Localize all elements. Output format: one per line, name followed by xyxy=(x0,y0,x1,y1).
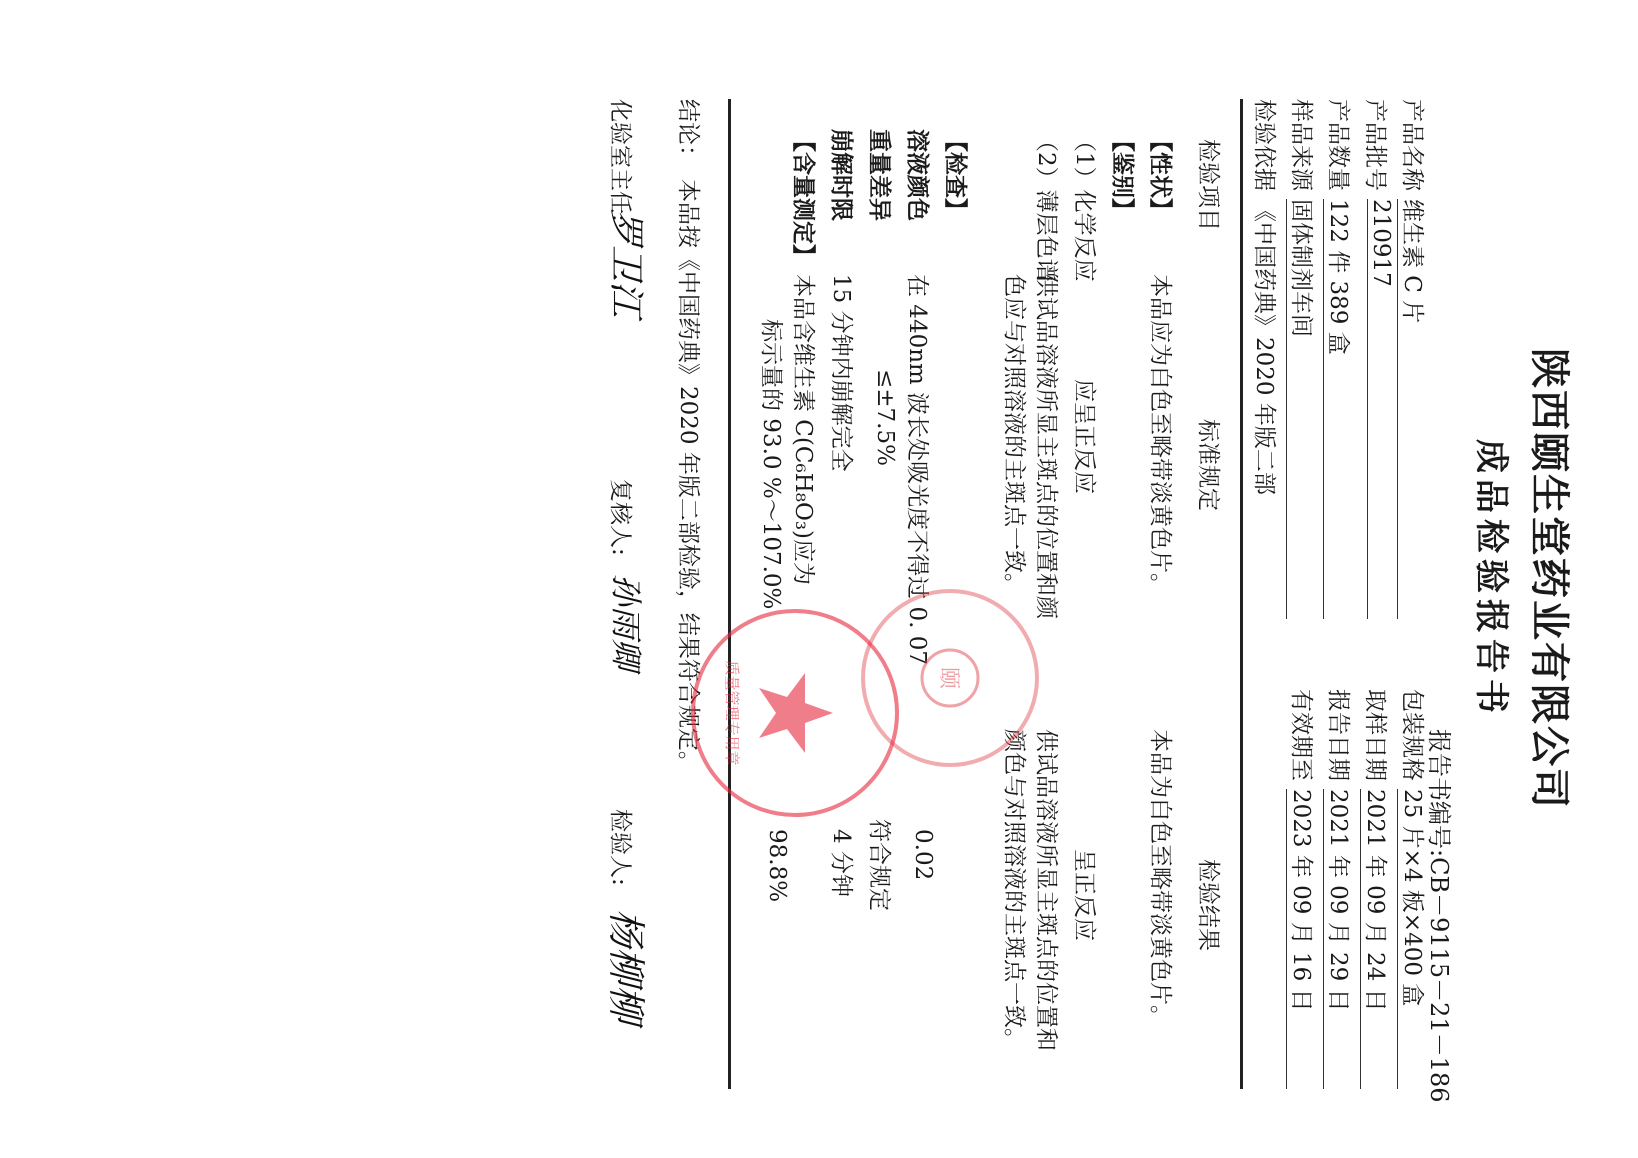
col-standard-header: 标准规定 xyxy=(1195,419,1221,511)
report-title: 成品检验报告书 xyxy=(1471,439,1511,719)
lab-director-signature: 罗卫江 xyxy=(605,209,646,318)
solution-color-label: 溶液颜色 xyxy=(904,129,931,221)
conclusion-text: 本品按《中国药典》2020 年版二部检验，结果符合规定。 xyxy=(675,179,701,774)
section-character: 【性状】 xyxy=(1147,129,1174,221)
tlc-label: （2）薄层色谱 xyxy=(1033,129,1059,282)
svg-text:质量管理专用章: 质量管理专用章 xyxy=(723,660,741,766)
weight-variation-standard: ≤±7.5% xyxy=(872,369,898,466)
report-number-value: CB－9115－21－186 xyxy=(1425,857,1453,1103)
report-date-value: 2021 年 09 月 29 日 xyxy=(1323,789,1357,1089)
report-date-label: 报告日期 xyxy=(1325,689,1351,781)
inspector-label: 检验人: xyxy=(607,809,633,886)
lab-director-label: 化验室主任: xyxy=(607,99,633,222)
assay-standard-line2: 标示量的 93.0 %～107.0% xyxy=(758,319,784,610)
chem-reaction-label: （1）化学反应 xyxy=(1071,129,1097,282)
product-name-value: 维生素 C 片 xyxy=(1397,199,1431,619)
chem-reaction-result: 呈正反应 xyxy=(1071,849,1097,941)
company-name: 陕西颐生堂药业有限公司 xyxy=(1526,348,1573,810)
batch-label: 产品批号 xyxy=(1362,99,1388,191)
solution-color-standard: 在 440nm 波长处吸光度不得过 0. 07 xyxy=(904,274,930,665)
product-name-label: 产品名称 xyxy=(1399,99,1425,191)
package-label: 包装规格 xyxy=(1399,689,1425,781)
basis-label: 检验依据 xyxy=(1251,99,1277,191)
tlc-result-line2: 颜色与对照溶液的主斑点一致。 xyxy=(1001,729,1027,1051)
solution-color-result: 0.02 xyxy=(910,829,936,881)
basis-value: 《中国药典》2020 年版二部 xyxy=(1251,199,1277,495)
inspector-signature: 杨柳柳 xyxy=(604,909,648,1024)
sampling-date-value: 2021 年 09 月 24 日 xyxy=(1360,789,1394,1089)
svg-text:颐: 颐 xyxy=(936,666,961,690)
package-value: 25 片×4 板×400 盒 xyxy=(1397,789,1431,1089)
col-item-header: 检验项目 xyxy=(1195,139,1221,231)
sampling-date-label: 取样日期 xyxy=(1362,689,1388,781)
source-label: 样品来源 xyxy=(1288,99,1314,191)
disintegration-label: 崩解时限 xyxy=(828,129,855,221)
expiry-label: 有效期至 xyxy=(1288,689,1314,781)
section-assay: 【含量测定】 xyxy=(790,129,817,267)
weight-variation-label: 重量差异 xyxy=(866,129,893,221)
assay-result: 98.8% xyxy=(764,829,790,903)
quantity-label: 产品数量 xyxy=(1325,99,1351,191)
assay-standard-line1: 本品含维生素 C(C₆H₈O₃)应为 xyxy=(790,274,816,586)
source-value: 固体制剂车间 xyxy=(1286,199,1320,619)
reviewer-label: 复核人: xyxy=(607,479,633,556)
disintegration-standard: 15 分钟内崩解完全 xyxy=(828,274,854,472)
report-number-label: 报告书编号: xyxy=(1425,729,1453,858)
col-result-header: 检验结果 xyxy=(1195,859,1221,951)
character-standard: 本品应为白色至略带淡黄色片。 xyxy=(1147,274,1173,596)
quantity-value: 122 件 389 盒 xyxy=(1323,199,1357,619)
qa-seal-star-icon xyxy=(695,613,895,813)
batch-value: 210917 xyxy=(1367,199,1394,619)
table-bottom-rule xyxy=(728,99,731,1089)
chem-reaction-standard: 应呈正反应 xyxy=(1071,379,1097,494)
weight-variation-result: 符合规定 xyxy=(866,819,892,911)
section-identification: 【鉴别】 xyxy=(1109,129,1136,221)
reviewer-signature: 孙雨卿 xyxy=(607,574,645,671)
tlc-standard-line2: 色应与对照溶液的主斑点一致。 xyxy=(1001,274,1027,596)
report-sheet xyxy=(39,29,1599,1129)
character-result: 本品为白色至略带淡黄色片。 xyxy=(1147,729,1173,1028)
section-inspection: 【检查】 xyxy=(942,129,969,221)
tlc-result-line1: 供试品溶液所显主斑点的位置和 xyxy=(1033,729,1059,1051)
expiry-value: 2023 年 09 月 16 日 xyxy=(1286,789,1320,1089)
table-top-rule xyxy=(1240,99,1243,1089)
qa-seal xyxy=(691,609,899,817)
disintegration-result: 4 分钟 xyxy=(828,829,854,897)
conclusion-label: 结论： xyxy=(675,99,701,168)
tlc-standard-line1: 供试品溶液所显主斑点的位置和颜 xyxy=(1033,274,1059,619)
